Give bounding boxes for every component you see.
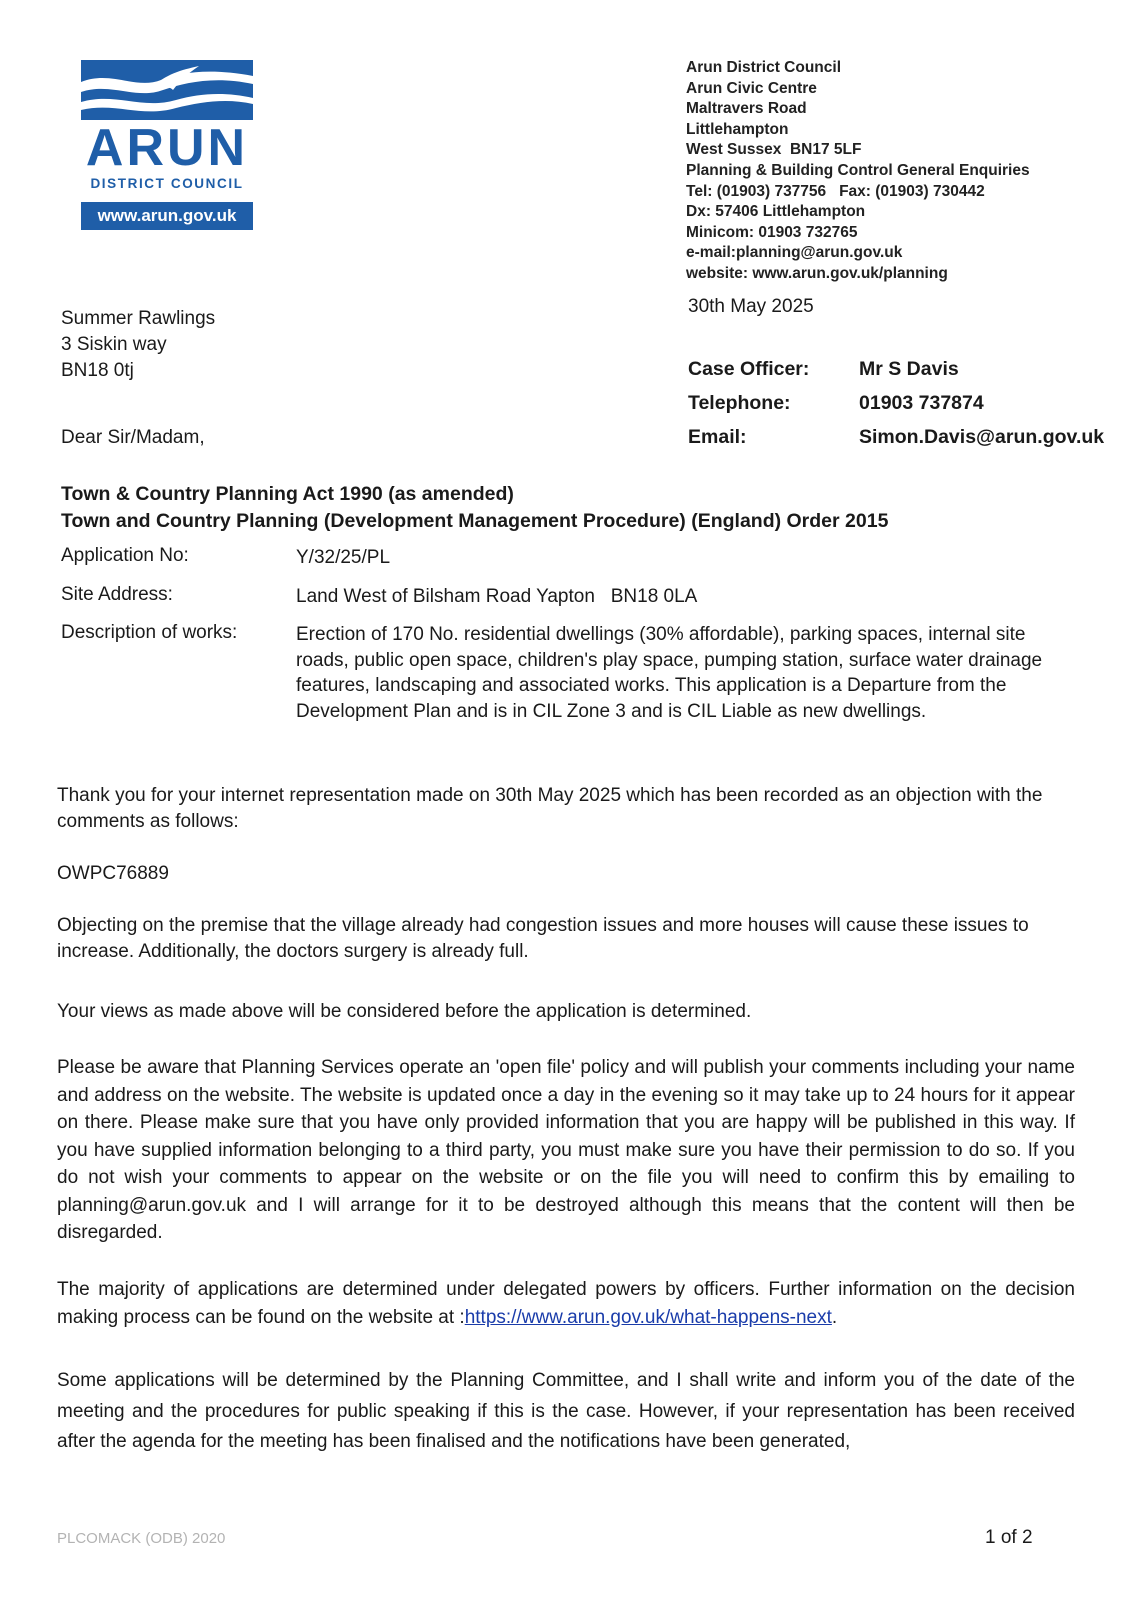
council-line: Arun District Council	[686, 59, 842, 76]
telephone-value: 01903 737874	[859, 392, 984, 414]
logo-wordmark: ARUN	[85, 119, 249, 177]
council-address-block	[686, 58, 1106, 285]
act-line-1: Town & Country Planning Act 1990 (as amended)	[61, 483, 514, 505]
telephone-label: Telephone:	[688, 392, 791, 414]
majority-paragraph	[57, 1276, 1075, 1331]
case-officer-name: Mr S Davis	[859, 358, 959, 380]
reference-number: OWPC76889	[57, 863, 169, 884]
council-line: Minicom: 01903 732765	[686, 223, 858, 241]
council-line: Maltravers Road	[686, 100, 807, 118]
majority-text: The majority of applications are determined under delegated powers by officers. Further information on the decision making process can be found on the website at :	[57, 1279, 1075, 1328]
legislation-heading	[61, 481, 888, 535]
logo-wave-band	[81, 60, 253, 120]
site-address-label: Site Address:	[61, 583, 173, 605]
council-line: Arun Civic Centre	[686, 79, 817, 97]
thanks-paragraph: Thank you for your internet representation made on 30th May 2025 which has been recorded as an objection with the comments as follows:	[57, 785, 1043, 832]
views-paragraph: Your views as made above will be considered before the application is determined.	[57, 1001, 752, 1022]
council-line: Tel: (01903) 737756 Fax: (01903) 730442	[686, 182, 985, 200]
application-details	[61, 545, 1071, 737]
council-website: website: www.arun.gov.uk/planning	[686, 264, 948, 282]
bird-wave-icon	[81, 60, 253, 120]
recipient-name: Summer Rawlings	[61, 308, 216, 329]
council-email: e-mail:planning@arun.gov.uk	[686, 244, 903, 262]
council-line: Dx: 57406 Littlehampton	[686, 203, 866, 221]
description-of-works: Erection of 170 No. residential dwellings (30% affordable), parking spaces, internal site roads, public open space, children's play space, pumping station, surface water drainage features, landscaping and associated works. This application is a Departure from the Development Plan and is in CIL Zone 3 and is CIL Liable as new dwellings.	[296, 624, 1043, 722]
council-logo	[81, 60, 253, 232]
email-value: Simon.Davis@arun.gov.uk	[859, 426, 1105, 448]
committee-paragraph: Some applications will be determined by the Planning Committee, and I shall write and inform you of the date of the meeting and the procedures for public speaking if this is the case. However, if your representation has been received after the agenda for the meeting has been finalised and the notifications have been generated,	[57, 1370, 1075, 1452]
logo-url: www.arun.gov.uk	[81, 202, 253, 230]
application-no: Y/32/25/PL	[296, 547, 391, 568]
council-line: Planning & Building Control General Enquiries	[686, 161, 1030, 179]
council-line: Littlehampton	[686, 120, 789, 138]
recipient-address	[61, 306, 215, 384]
footer-code: PLCOMACK (ODB) 2020	[57, 1530, 226, 1547]
recipient-street: 3 Siskin way	[61, 334, 167, 355]
site-address: Land West of Bilsham Road Yapton BN18 0LA	[296, 585, 698, 607]
open-file-paragraph: Please be aware that Planning Services operate an 'open file' policy and will publish your comments including your name and address on the website. The website is updated once a day in the evening so it may take up to 24 hours for it appear on there. Please make sure that you have only provided information that you are happy will be published in this way. If you have supplied information belonging to a third party, you must make sure you have their permission to do so. If you do not wish your comments to appear on the website or on the file you will need to confirm this by emailing to planning@arun.gov.uk and I will arrange for it to be destroyed although this means that the content will then be disregarded.	[57, 1057, 1075, 1243]
salutation: Dear Sir/Madam,	[61, 427, 205, 448]
what-happens-next-link[interactable]: https://www.arun.gov.uk/what-happens-next	[464, 1306, 832, 1328]
majority-end: .	[831, 1306, 838, 1328]
page-number: 1 of 2	[985, 1527, 1033, 1548]
act-line-2: Town and Country Planning (Development Management Procedure) (England) Order 2015	[61, 510, 889, 532]
recipient-postcode: BN18 0tj	[61, 360, 134, 381]
objection-comment: Objecting on the premise that the village already had congestion issues and more houses will cause these issues to increase. Additionally, the doctors surgery is already full.	[57, 915, 1029, 962]
case-officer-label: Case Officer:	[688, 358, 810, 380]
email-label: Email:	[688, 426, 747, 448]
letter-date: 30th May 2025	[688, 296, 814, 317]
council-line: West Sussex BN17 5LF	[686, 141, 862, 159]
description-label: Description of works:	[61, 622, 238, 643]
logo-subtitle: DISTRICT COUNCIL	[90, 176, 244, 191]
application-no-label: Application No:	[61, 545, 189, 566]
